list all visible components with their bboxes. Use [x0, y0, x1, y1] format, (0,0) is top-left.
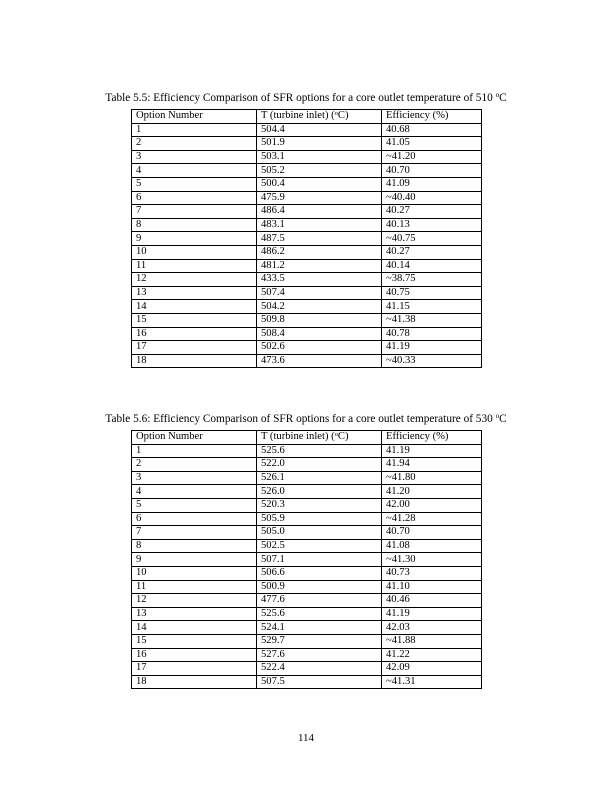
option-number-cell: 5	[132, 498, 257, 512]
option-number-cell: 5	[132, 177, 257, 191]
table-row	[132, 313, 482, 327]
table-body	[132, 123, 482, 368]
efficiency-cell: 40.70	[382, 164, 482, 178]
option-number-cell: 7	[132, 205, 257, 219]
table-row	[132, 259, 482, 273]
table-row	[132, 164, 482, 178]
option-number-cell: 4	[132, 485, 257, 499]
table-row	[132, 300, 482, 314]
table-row	[132, 471, 482, 485]
header-temp-prefix: T (turbine inlet) (	[261, 110, 335, 122]
turbine-inlet-temp-cell: 505.0	[257, 526, 382, 540]
table-row	[132, 286, 482, 300]
caption-text: Table 5.5: Efficiency Comparison of SFR options for a core outlet temperature of 510	[105, 92, 496, 104]
table-row	[132, 526, 482, 540]
option-number-cell: 15	[132, 634, 257, 648]
efficiency-cell: 40.73	[382, 566, 482, 580]
turbine-inlet-temp-cell: 522.4	[257, 662, 382, 676]
efficiency-cell: 40.75	[382, 286, 482, 300]
option-number-cell: 8	[132, 539, 257, 553]
option-number-cell: 6	[132, 512, 257, 526]
efficiency-cell: 40.14	[382, 259, 482, 273]
efficiency-cell: ~41.30	[382, 553, 482, 567]
turbine-inlet-temp-cell: 524.1	[257, 621, 382, 635]
efficiency-cell: 41.94	[382, 458, 482, 472]
table-row	[132, 485, 482, 499]
turbine-inlet-temp-cell: 500.9	[257, 580, 382, 594]
table-row	[132, 191, 482, 205]
table-header-row	[132, 431, 482, 445]
table-row	[132, 354, 482, 368]
option-number-cell: 11	[132, 259, 257, 273]
turbine-inlet-temp-cell: 487.5	[257, 232, 382, 246]
table-row	[132, 580, 482, 594]
option-number-cell: 12	[132, 273, 257, 287]
option-number-cell: 13	[132, 286, 257, 300]
efficiency-cell: 40.13	[382, 218, 482, 232]
option-number-cell: 2	[132, 458, 257, 472]
table-row	[132, 137, 482, 151]
option-number-cell: 14	[132, 300, 257, 314]
column-header-temperature	[257, 431, 382, 445]
option-number-cell: 1	[132, 444, 257, 458]
table-row	[132, 218, 482, 232]
turbine-inlet-temp-cell: 507.5	[257, 675, 382, 689]
efficiency-cell: 41.05	[382, 137, 482, 151]
turbine-inlet-temp-cell: 486.2	[257, 245, 382, 259]
turbine-inlet-temp-cell: 504.4	[257, 123, 382, 137]
turbine-inlet-temp-cell: 483.1	[257, 218, 382, 232]
efficiency-table-510	[131, 109, 482, 368]
caption-degree: o	[495, 91, 500, 99]
efficiency-cell: 41.09	[382, 177, 482, 191]
efficiency-cell: 41.19	[382, 444, 482, 458]
turbine-inlet-temp-cell: 502.6	[257, 341, 382, 355]
table-caption	[0, 92, 612, 105]
column-header-option: Option Number	[132, 110, 257, 124]
table-row	[132, 648, 482, 662]
option-number-cell: 10	[132, 566, 257, 580]
option-number-cell: 10	[132, 245, 257, 259]
turbine-inlet-temp-cell: 529.7	[257, 634, 382, 648]
option-number-cell: 16	[132, 648, 257, 662]
column-header-option: Option Number	[132, 431, 257, 445]
option-number-cell: 11	[132, 580, 257, 594]
efficiency-cell: ~41.80	[382, 471, 482, 485]
option-number-cell: 9	[132, 232, 257, 246]
efficiency-cell: 41.10	[382, 580, 482, 594]
turbine-inlet-temp-cell: 525.6	[257, 444, 382, 458]
efficiency-cell: 41.19	[382, 607, 482, 621]
table-row	[132, 458, 482, 472]
table-row	[132, 245, 482, 259]
table-row	[132, 662, 482, 676]
turbine-inlet-temp-cell: 505.2	[257, 164, 382, 178]
turbine-inlet-temp-cell: 527.6	[257, 648, 382, 662]
table-row	[132, 607, 482, 621]
turbine-inlet-temp-cell: 507.4	[257, 286, 382, 300]
turbine-inlet-temp-cell: 506.6	[257, 566, 382, 580]
turbine-inlet-temp-cell: 502.5	[257, 539, 382, 553]
efficiency-cell: 42.00	[382, 498, 482, 512]
column-header-efficiency: Efficiency (%)	[382, 110, 482, 124]
efficiency-cell: ~41.20	[382, 150, 482, 164]
table-caption	[0, 413, 612, 426]
table-row	[132, 621, 482, 635]
turbine-inlet-temp-cell: 475.9	[257, 191, 382, 205]
efficiency-cell: 42.09	[382, 662, 482, 676]
turbine-inlet-temp-cell: 526.0	[257, 485, 382, 499]
efficiency-cell: 40.27	[382, 245, 482, 259]
turbine-inlet-temp-cell: 504.2	[257, 300, 382, 314]
efficiency-cell: 41.15	[382, 300, 482, 314]
efficiency-table-530	[131, 430, 482, 689]
efficiency-cell: ~40.75	[382, 232, 482, 246]
turbine-inlet-temp-cell: 501.9	[257, 137, 382, 151]
turbine-inlet-temp-cell: 481.2	[257, 259, 382, 273]
turbine-inlet-temp-cell: 500.4	[257, 177, 382, 191]
option-number-cell: 9	[132, 553, 257, 567]
turbine-inlet-temp-cell: 508.4	[257, 327, 382, 341]
caption-text: Table 5.6: Efficiency Comparison of SFR options for a core outlet temperature of 530	[105, 413, 496, 425]
option-number-cell: 18	[132, 675, 257, 689]
efficiency-cell: ~40.33	[382, 354, 482, 368]
option-number-cell: 4	[132, 164, 257, 178]
efficiency-cell: 40.70	[382, 526, 482, 540]
turbine-inlet-temp-cell: 503.1	[257, 150, 382, 164]
table-row	[132, 150, 482, 164]
efficiency-cell: ~41.28	[382, 512, 482, 526]
table-row	[132, 566, 482, 580]
table-row	[132, 123, 482, 137]
table-row	[132, 341, 482, 355]
turbine-inlet-temp-cell: 473.6	[257, 354, 382, 368]
turbine-inlet-temp-cell: 507.1	[257, 553, 382, 567]
efficiency-cell: 40.78	[382, 327, 482, 341]
option-number-cell: 14	[132, 621, 257, 635]
turbine-inlet-temp-cell: 433.5	[257, 273, 382, 287]
option-number-cell: 18	[132, 354, 257, 368]
header-temp-degree: o	[334, 431, 338, 439]
turbine-inlet-temp-cell: 526.1	[257, 471, 382, 485]
table-row	[132, 594, 482, 608]
efficiency-cell: ~38.75	[382, 273, 482, 287]
table-row	[132, 675, 482, 689]
table-row	[132, 553, 482, 567]
option-number-cell: 8	[132, 218, 257, 232]
efficiency-cell: ~41.38	[382, 313, 482, 327]
table-body	[132, 444, 482, 689]
option-number-cell: 17	[132, 341, 257, 355]
efficiency-cell: 41.08	[382, 539, 482, 553]
caption-unit: C	[499, 92, 507, 104]
column-header-efficiency: Efficiency (%)	[382, 431, 482, 445]
option-number-cell: 15	[132, 313, 257, 327]
header-temp-prefix: T (turbine inlet) (	[261, 431, 335, 443]
option-number-cell: 2	[132, 137, 257, 151]
table-row	[132, 327, 482, 341]
efficiency-cell: 40.27	[382, 205, 482, 219]
table-row	[132, 177, 482, 191]
efficiency-cell: 42.03	[382, 621, 482, 635]
turbine-inlet-temp-cell: 486.4	[257, 205, 382, 219]
option-number-cell: 16	[132, 327, 257, 341]
caption-degree: o	[495, 412, 500, 420]
header-temp-suffix: C)	[337, 431, 349, 443]
table-row	[132, 444, 482, 458]
table-row	[132, 512, 482, 526]
page-number: 114	[297, 732, 315, 744]
efficiency-cell: 41.19	[382, 341, 482, 355]
turbine-inlet-temp-cell: 509.8	[257, 313, 382, 327]
option-number-cell: 13	[132, 607, 257, 621]
caption-unit: C	[499, 413, 507, 425]
header-temp-suffix: C)	[337, 110, 349, 122]
efficiency-cell: 40.46	[382, 594, 482, 608]
turbine-inlet-temp-cell: 505.9	[257, 512, 382, 526]
header-temp-degree: o	[334, 110, 338, 118]
option-number-cell: 12	[132, 594, 257, 608]
option-number-cell: 3	[132, 150, 257, 164]
table-row	[132, 205, 482, 219]
table-row	[132, 498, 482, 512]
option-number-cell: 1	[132, 123, 257, 137]
efficiency-cell: ~40.40	[382, 191, 482, 205]
table-row	[132, 634, 482, 648]
option-number-cell: 17	[132, 662, 257, 676]
option-number-cell: 3	[132, 471, 257, 485]
turbine-inlet-temp-cell: 520.3	[257, 498, 382, 512]
efficiency-cell: ~41.31	[382, 675, 482, 689]
turbine-inlet-temp-cell: 525.6	[257, 607, 382, 621]
table-row	[132, 273, 482, 287]
column-header-temperature	[257, 110, 382, 124]
option-number-cell: 7	[132, 526, 257, 540]
turbine-inlet-temp-cell: 477.6	[257, 594, 382, 608]
efficiency-cell: 40.68	[382, 123, 482, 137]
table-row	[132, 539, 482, 553]
efficiency-cell: ~41.88	[382, 634, 482, 648]
table-header-row	[132, 110, 482, 124]
efficiency-cell: 41.22	[382, 648, 482, 662]
efficiency-cell: 41.20	[382, 485, 482, 499]
turbine-inlet-temp-cell: 522.0	[257, 458, 382, 472]
option-number-cell: 6	[132, 191, 257, 205]
table-row	[132, 232, 482, 246]
